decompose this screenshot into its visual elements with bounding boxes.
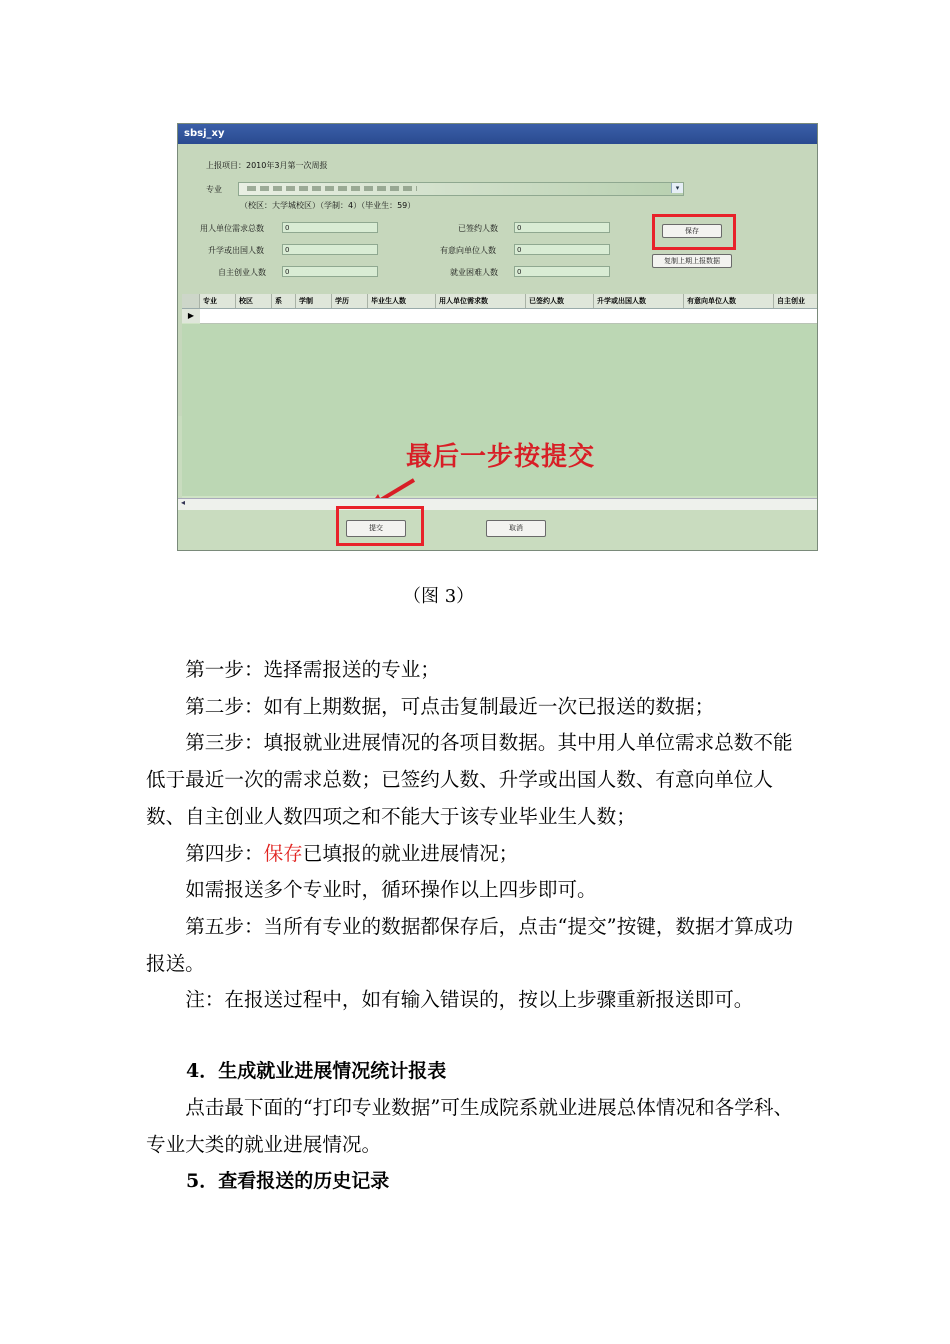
screenshot-figure [177, 123, 818, 551]
further-study-input[interactable]: 0 [282, 244, 378, 255]
grid-col-graduates[interactable]: 毕业生人数 [368, 294, 436, 308]
annotation-text: 最后一步按提交 [406, 442, 596, 472]
further-study-label: 升学或出国人数 [208, 246, 264, 255]
step-4-highlight: 保存 [263, 841, 303, 865]
figure-caption: （图 3） [403, 586, 475, 607]
scroll-left-icon[interactable]: ◂ [181, 498, 186, 507]
data-grid [182, 294, 817, 508]
grid-col-signed[interactable]: 已签约人数 [526, 294, 594, 308]
submit-button[interactable]: 提交 [346, 520, 406, 537]
section-5-heading: 5．查看报送的历史记录 [186, 1170, 390, 1192]
grid-col-demand[interactable]: 用人单位需求数 [436, 294, 526, 308]
grid-col-length[interactable]: 学制 [296, 294, 332, 308]
repeat-note: 如需报送多个专业时，循环操作以上四步即可。 [185, 878, 597, 902]
major-select-value [247, 186, 417, 191]
section-4-body-block [146, 1090, 812, 1163]
horizontal-scrollbar[interactable] [178, 498, 817, 510]
section-4-heading: 4．生成就业进展情况统计报表 [186, 1060, 447, 1082]
major-label: 专业 [206, 185, 222, 194]
row-cells[interactable] [200, 309, 818, 324]
section-4-body: 点击最下面的“打印专业数据”可生成院系就业进展总体情况和各学科、专业大类的就业进展情况。 [146, 1096, 794, 1156]
step-4-prefix: 第四步： [185, 841, 264, 865]
employment-place-label: 就业困难人数 [450, 268, 498, 277]
grid-col-campus[interactable]: 校区 [236, 294, 272, 308]
grid-col-degree[interactable]: 学历 [332, 294, 368, 308]
grid-col-major[interactable]: 专业 [200, 294, 236, 308]
grid-col-intention[interactable]: 有意向单位人数 [684, 294, 774, 308]
window-title: sbsj_xy [178, 124, 817, 144]
campus-info: （校区：大学城校区）（学制：4）（毕业生：59） [240, 201, 416, 210]
self-employed-input[interactable]: 0 [282, 266, 378, 277]
steps-block [146, 652, 812, 1019]
chevron-down-icon[interactable]: ▾ [671, 183, 683, 193]
signed-input[interactable]: 0 [514, 222, 610, 233]
employer-demand-input[interactable]: 0 [282, 222, 378, 233]
signed-label: 已签约人数 [458, 224, 498, 233]
grid-col-self[interactable]: 自主创业 [774, 294, 818, 308]
employer-demand-label: 用人单位需求总数 [200, 224, 264, 233]
copy-previous-button[interactable]: 复制上期上报数据 [652, 254, 732, 268]
grid-col-further[interactable]: 升学或出国人数 [594, 294, 684, 308]
self-employed-label: 自主创业人数 [218, 268, 266, 277]
grid-corner [182, 294, 200, 308]
step-2: 第二步：如有上期数据，可点击复制最近一次已报送的数据； [185, 694, 715, 718]
error-note: 注：在报送过程中，如有输入错误的，按以上步骤重新报送即可。 [185, 988, 754, 1012]
row-pointer-icon: ▶ [182, 309, 200, 323]
employment-place-input[interactable]: 0 [514, 266, 610, 277]
save-button[interactable]: 保存 [662, 224, 722, 238]
grid-col-dept[interactable]: 系 [272, 294, 296, 308]
grid-header [182, 294, 817, 309]
step-3: 第三步：填报就业进展情况的各项目数据。其中用人单位需求总数不能低于最近一次的需求总数；已签约人数、升学或出国人数、有意向单位人数、自主创业人数四项之和不能大于该专业毕业生人数； [146, 731, 793, 828]
cancel-button[interactable]: 取消 [486, 520, 546, 537]
step-4 [146, 836, 812, 873]
report-item-label: 上报项目：2010年3月第一次周报 [206, 161, 328, 170]
table-row[interactable] [182, 309, 817, 323]
intention-label: 有意向单位人数 [440, 246, 496, 255]
step-4-suffix: 已填报的就业进展情况； [302, 841, 519, 865]
intention-input[interactable]: 0 [514, 244, 610, 255]
step-5: 第五步：当所有专业的数据都保存后，点击“提交”按键，数据才算成功报送。 [146, 914, 794, 975]
major-select[interactable] [238, 182, 684, 196]
step-1: 第一步：选择需报送的专业； [185, 658, 440, 681]
